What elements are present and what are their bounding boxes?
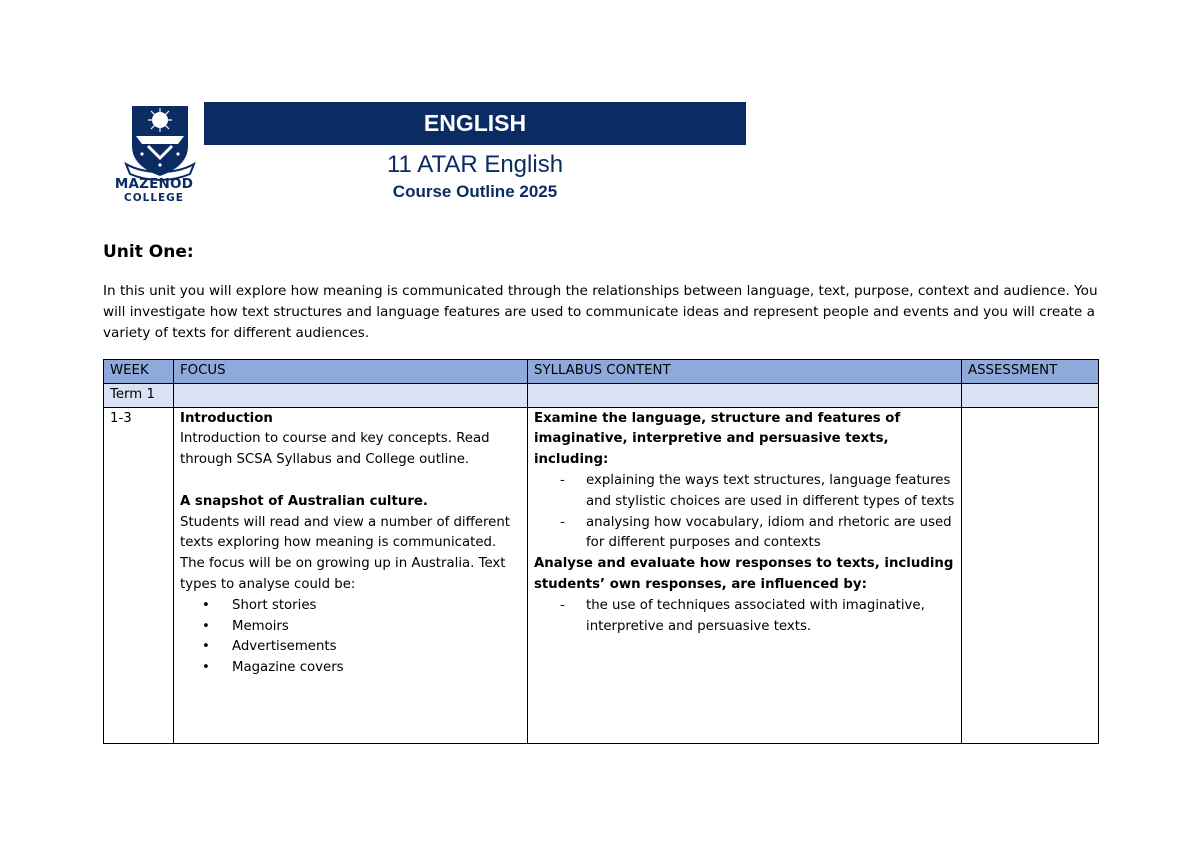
course-title: 11 ATAR English (386, 151, 564, 178)
subject-banner-label: ENGLISH (423, 110, 527, 136)
focus-title: Introduction (180, 410, 273, 426)
list-item: - the use of techniques associated with imaginative, interpretive and persuasive texts. (534, 596, 955, 638)
syllabus-points-1 (534, 471, 955, 554)
unit-intro-paragraph: In this unit you will explore how meaning is communicated through the relationships between language, text, purpose, context and audience. You will investigate how text structures and language features are used to communicate ideas and represent people and events and you will create a variety of texts for different audiences. (103, 283, 1098, 341)
list-item: • Short stories (180, 596, 521, 617)
list-item: - analysing how vocabulary, idiom and rhetoric are used for different purposes and contexts (534, 513, 955, 555)
column-header-week: WEEK (104, 360, 174, 384)
table-header-row (104, 360, 1099, 384)
unit-heading: Unit One: (103, 242, 194, 262)
spacer (180, 471, 521, 492)
term-cell-empty (174, 383, 528, 407)
college-name-line2: COLLEGE (124, 192, 184, 204)
term-cell-empty (962, 383, 1099, 407)
list-item: • Memoirs (180, 617, 521, 638)
column-header-assessment: ASSESSMENT (962, 360, 1099, 384)
syllabus-points-2 (534, 596, 955, 638)
syllabus-heading-1: Examine the language, structure and features of imaginative, interpretive and persuasive texts, including: (534, 410, 901, 468)
week-cell: 1-3 (104, 407, 174, 743)
syllabus-heading-2: Analyse and evaluate how responses to texts, including students’ own responses, are influenced by: (534, 556, 954, 592)
focus-cell (174, 407, 528, 743)
college-name-line1: MAZENOD (114, 176, 194, 192)
list-item: - explaining the ways text structures, language features and stylistic choices are used in different types of texts (534, 471, 955, 513)
focus-subtitle: A snapshot of Australian culture. (180, 493, 428, 509)
focus-description: Students will read and view a number of different texts exploring how meaning is communicated. The focus will be on growing up in Australia. Text types to analyse could be: (180, 514, 510, 592)
syllabus-cell (528, 407, 962, 743)
term-label: Term 1 (104, 383, 174, 407)
list-item: • Advertisements (180, 637, 521, 658)
course-outline-table (103, 359, 1099, 744)
focus-text: Introduction to course and key concepts. Read through SCSA Syllabus and College outline. (180, 431, 490, 468)
text-types-list (180, 596, 521, 679)
term-row (104, 383, 1099, 407)
column-header-syllabus: SYLLABUS CONTENT (528, 360, 962, 384)
column-header-focus: FOCUS (174, 360, 528, 384)
list-item: • Magazine covers (180, 658, 521, 679)
table-row (104, 407, 1099, 743)
subject-banner (204, 102, 746, 145)
assessment-cell (962, 407, 1099, 743)
term-cell-empty (528, 383, 962, 407)
course-subtitle: Course Outline 2025 (392, 182, 558, 201)
